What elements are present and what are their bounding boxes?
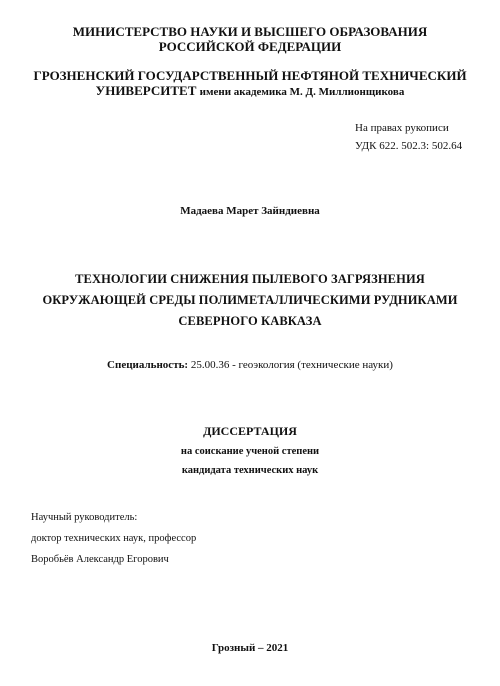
specialty-value: 25.00.36 - геоэкология (технические науки) [190,359,393,371]
udc-code: УДК 622. 502.3: 502.64 [355,140,463,152]
title-line-3: СЕВЕРНОГО КАВКАЗА [178,314,322,328]
ministry-line-1: МИНИСТЕРСТВО НАУКИ И ВЫСШЕГО ОБРАЗОВАНИЯ [72,24,428,39]
university-name: УНИВЕРСИТЕТ [95,83,197,98]
dissertation-degree-line-2: кандидата технических наук [181,465,319,476]
advisor-label: Научный руководитель: [31,512,138,523]
advisor-degree: доктор технических наук, профессор [31,533,197,544]
university-line-1: ГРОЗНЕНСКИЙ ГОСУДАРСТВЕННЫЙ НЕФТЯНОЙ ТЕХНИЧЕСКИЙ [33,68,467,83]
specialty [0,359,500,371]
ministry-line-2: РОССИЙСКОЙ ФЕДЕРАЦИИ [158,39,342,54]
city-year: Грозный – 2021 [211,642,289,654]
dissertation-degree-line-1: на соискание ученой степени [180,446,320,457]
specialty-label: Специальность: [107,359,189,371]
title-line-2: ОКРУЖАЮЩЕЙ СРЕДЫ ПОЛИМЕТАЛЛИЧЕСКИМИ РУДНИКАМИ [42,293,458,307]
author-name: Мадаева Марет Зайндиевна [180,205,320,217]
manuscript-rights: На правах рукописи [355,122,449,134]
university-line-2 [0,83,500,99]
dissertation-heading: ДИССЕРТАЦИЯ [203,424,297,438]
title-line-1: ТЕХНОЛОГИИ СНИЖЕНИЯ ПЫЛЕВОГО ЗАГРЯЗНЕНИЯ [75,272,425,286]
university-named-after: имени академика М. Д. Миллионщикова [199,86,405,98]
advisor-name: Воробьёв Александр Егорович [31,554,169,565]
